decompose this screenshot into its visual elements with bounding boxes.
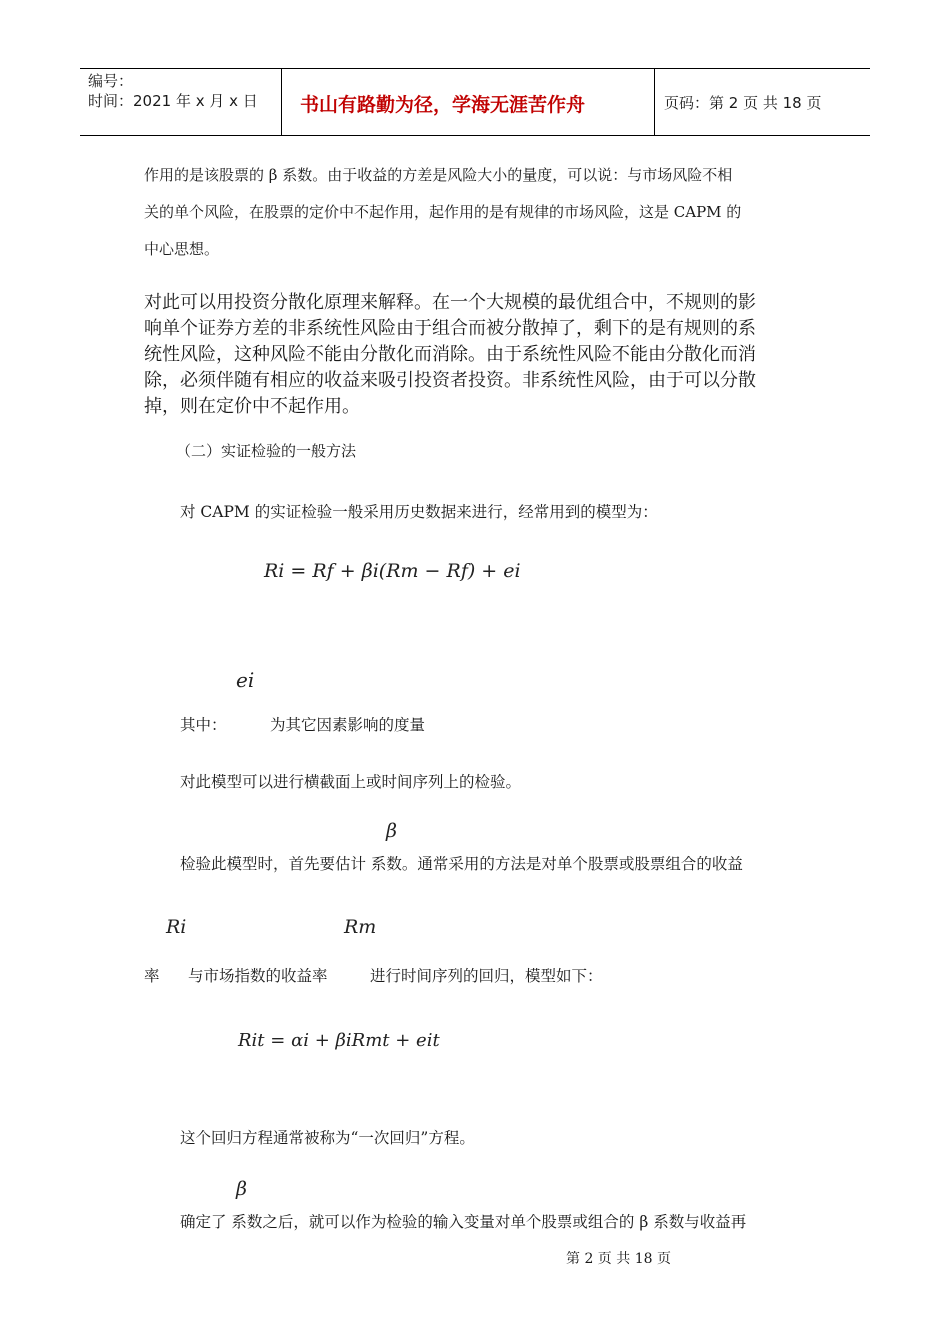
symbol-beta-2: β: [236, 1178, 247, 1200]
header-motto: 书山有路勤为径，学海无涯苦作舟: [300, 94, 586, 116]
body-para8: 确定了 系数之后，就可以作为检验的输入变量对单个股票或组合的 β 系数与收益再: [180, 1213, 747, 1231]
body-para6-a: 率: [144, 967, 160, 985]
body-para6-b: 与市场指数的收益率: [188, 967, 328, 985]
header-page-label: 页码：第 2 页 共 18 页: [664, 94, 822, 112]
header-code-label: 编号：: [88, 72, 134, 90]
where-label: 其中：: [180, 716, 227, 734]
formula-regression: Rit = αi + βiRmt + eit: [238, 1030, 440, 1051]
body-para2-line2: 响单个证券方差的非系统性风险由于组合而被分散掉了，剩下的是有规则的系: [144, 318, 756, 339]
body-para1-line2: 关的单个风险，在股票的定价中不起作用，起作用的是有规律的市场风险，这是 CAPM 的: [144, 203, 742, 221]
header-top-rule: [80, 68, 870, 69]
body-para7: 这个回归方程通常被称为“一次回归”方程。: [180, 1129, 475, 1147]
symbol-beta-1: β: [386, 820, 397, 842]
body-para6-c: 进行时间序列的回归，模型如下：: [370, 967, 603, 985]
body-para2-line5: 掉，则在定价中不起作用。: [144, 396, 360, 417]
body-para5: 检验此模型时，首先要估计 系数。通常采用的方法是对单个股票或股票组合的收益: [180, 855, 743, 873]
body-para2-line4: 除，必须伴随有相应的收益来吸引投资者投资。非系统性风险，由于可以分散: [144, 370, 756, 391]
section-heading: （二）实证检验的一般方法: [176, 442, 357, 460]
body-para3: 对 CAPM 的实证检验一般采用历史数据来进行，经常用到的模型为：: [180, 503, 658, 521]
body-para1-line3: 中心思想。: [144, 240, 220, 258]
body-para4: 对此模型可以进行横截面上或时间序列上的检验。: [180, 773, 522, 791]
body-para2-line1: 对此可以用投资分散化原理来解释。在一个大规模的最优组合中，不规则的影: [144, 292, 756, 313]
formula-capm-text: Ri = Rf + βi(Rm − Rf) + ei: [264, 560, 521, 582]
header-bottom-rule: [80, 135, 870, 136]
body-para1-line1: 作用的是该股票的 β 系数。由于收益的方差是风险大小的量度，可以说：与市场风险不相: [144, 166, 733, 184]
header-divider-right: [654, 68, 655, 136]
header-divider-left: [281, 68, 282, 136]
body-para2-line3: 统性风险，这种风险不能由分散化而消除。由于系统性风险不能由分散化而消: [144, 344, 756, 365]
footer-page-number: 第 2 页 共 18 页: [566, 1251, 671, 1267]
symbol-ri: Ri: [166, 916, 187, 938]
where-text: 为其它因素影响的度量: [270, 716, 426, 734]
symbol-ei: ei: [236, 668, 255, 692]
formula-capm: [264, 560, 521, 582]
symbol-rm: Rm: [344, 916, 377, 938]
header-time-label: 时间：2021 年 x 月 x 日: [88, 92, 258, 110]
